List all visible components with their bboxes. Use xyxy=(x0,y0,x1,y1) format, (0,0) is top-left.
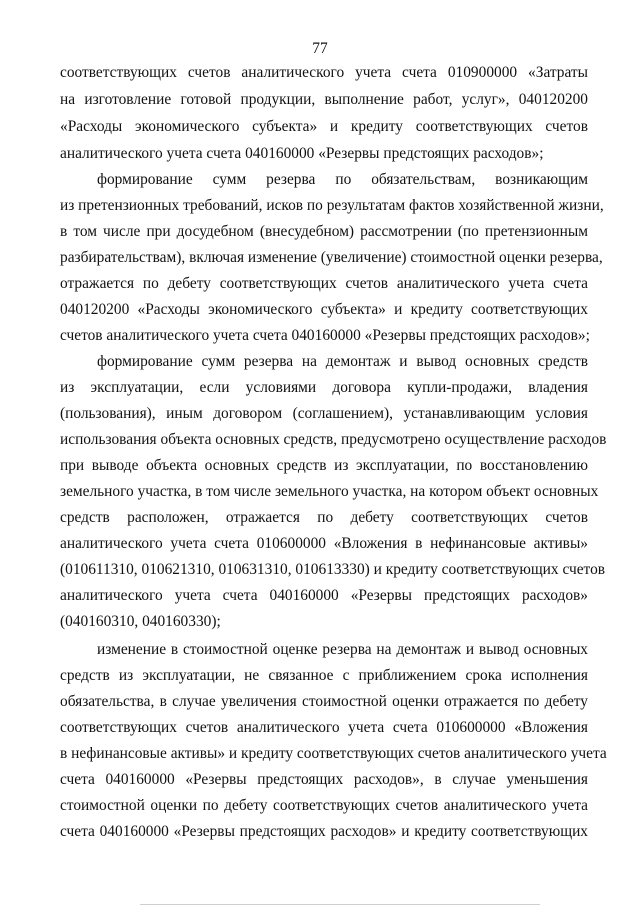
text-line: в том числе при досудебном (внесудебном) рассмотрении (по претензионным xyxy=(60,223,588,240)
text-line: аналитического учета счета 040160000 «Резервы предстоящих расходов» xyxy=(60,587,588,604)
paragraph-start-line: формирование сумм резерва на демонтаж и вывод основных средств xyxy=(97,353,588,370)
text-line: «Расходы экономического субъекта» и кредиту соответствующих счетов xyxy=(60,118,588,135)
text-line: стоимостной оценки по дебету соответствующих счетов аналитического учета xyxy=(60,797,588,814)
text-line: счета 040160000 «Резервы предстоящих расходов» и кредиту соответствующих xyxy=(60,823,588,840)
text-line: (040160310, 040160330); xyxy=(60,613,221,630)
text-line: на изготовление готовой продукции, выполнение работ, услуг», 040120200 xyxy=(60,91,588,108)
text-line: при выводе объекта основных средств из эксплуатации, по восстановлению xyxy=(60,457,588,474)
text-line: (010611310, 010621310, 010631310, 010613330) и кредиту соответствующих счетов xyxy=(60,561,606,578)
text-line: средств из эксплуатации, не связанное с приближением срока исполнения xyxy=(60,667,588,684)
text-line: земельного участка, в том числе земельного участка, на котором объект основных xyxy=(60,483,599,500)
page-number: 77 xyxy=(312,40,328,57)
text-line: (пользования), иным договором (соглашением), устанавливающим условия xyxy=(60,405,588,422)
text-line: соответствующих счетов аналитического учета счета 010900000 «Затраты xyxy=(60,64,588,81)
text-line: отражается по дебету соответствующих счетов аналитического учета счета xyxy=(60,275,588,292)
text-line: разбирательствам), включая изменение (увеличение) стоимостной оценки резерва, xyxy=(60,249,603,266)
text-line: аналитического учета счета 040160000 «Резервы предстоящих расходов»; xyxy=(60,145,544,162)
scan-edge-mark xyxy=(140,904,540,905)
text-line: из эксплуатации, если условиями договора купли-продажи, владения xyxy=(60,379,588,396)
text-line: из претензионных требований, исков по результатам фактов хозяйственной жизни, xyxy=(60,197,604,214)
paragraph-start-line: формирование сумм резерва по обязательствам, возникающим xyxy=(97,171,588,188)
text-line: обязательства, в случае увеличения стоимостной оценки отражается по дебету xyxy=(60,693,588,710)
text-line: соответствующих счетов аналитического учета счета 010600000 «Вложения xyxy=(60,719,588,736)
text-line: 040120200 «Расходы экономического субъекта» и кредиту соответствующих xyxy=(60,301,588,318)
paragraph-start-line: изменение в стоимостной оценке резерва на демонтаж и вывод основных xyxy=(97,641,588,658)
text-line: средств расположен, отражается по дебету соответствующих счетов xyxy=(60,509,588,526)
text-line: аналитического учета счета 010600000 «Вложения в нефинансовые активы» xyxy=(60,535,588,552)
text-line: счета 040160000 «Резервы предстоящих расходов», в случае уменьшения xyxy=(60,771,588,788)
text-line: счетов аналитического учета счета 040160000 «Резервы предстоящих расходов»; xyxy=(60,327,590,344)
text-line: использования объекта основных средств, предусмотрено осуществление расходов xyxy=(60,431,607,448)
text-line: в нефинансовые активы» и кредиту соответствующих счетов аналитического учета xyxy=(60,745,607,762)
